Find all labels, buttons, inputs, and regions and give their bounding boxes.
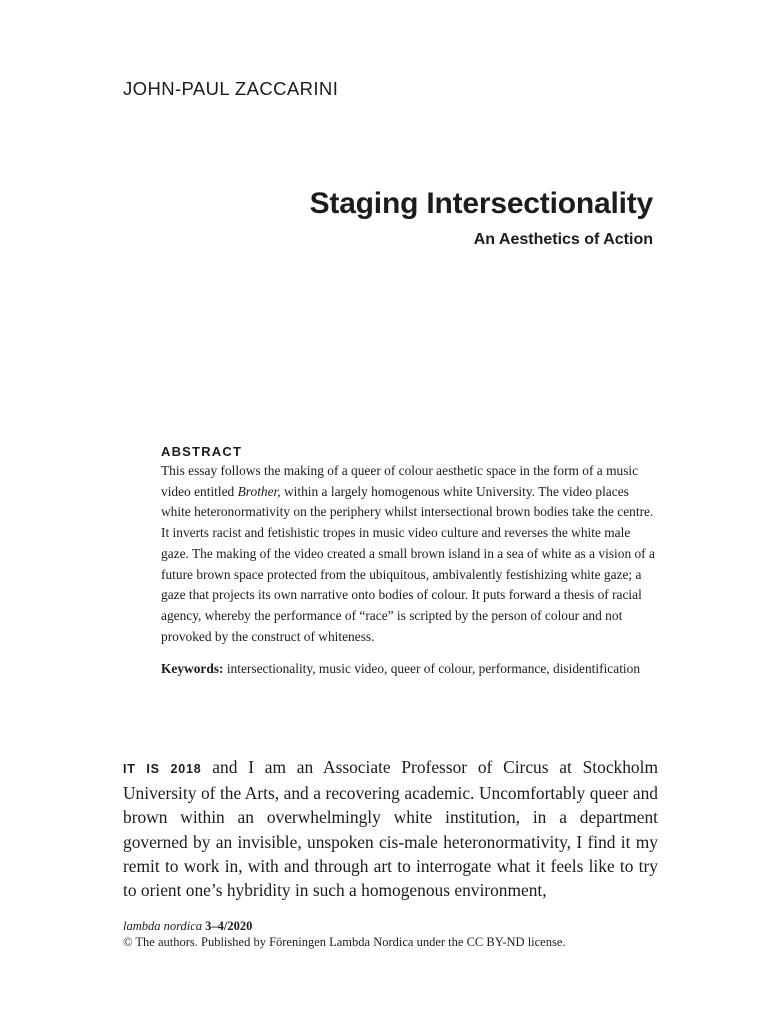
lead-in: IT IS 2018 — [123, 762, 202, 776]
article-title: Staging Intersectionality — [309, 187, 653, 220]
video-title: Brother, — [237, 483, 281, 499]
abstract-text-part-1: This essay follows the making of a queer of colour aesthetic space in the form of a music video entitled — [161, 463, 639, 499]
license-text: © The authors. Published by Föreningen Lambda Nordica under the CC BY-ND license. — [123, 935, 566, 949]
journal-citation — [123, 918, 566, 934]
journal-name: lambda nordica — [123, 919, 203, 933]
abstract-text-part-2: within a largely homogenous white University. The video places white heteronormativity on the periphery whilst intersectional brown bodies take the centre. It inverts racist and fetishistic tropes in music video culture and reverses the white male gaze. The making of the video created a small brown island in a sea of white as a vision of a future brown space protected from the ubiquitous, ambivalently festishizing white gaze; a gaze that projects its own narrative onto bodies of colour. It puts forward a thesis of racial agency, whereby the performance of “race” is scripted by the person of colour and not provoked by the construct of whiteness. — [161, 483, 655, 644]
keywords-label: Keywords: — [161, 661, 224, 677]
abstract-text — [161, 461, 661, 647]
author-name: JOHN-PAUL ZACCARINI — [123, 78, 339, 99]
journal-issue: 3–4/2020 — [202, 919, 253, 933]
keywords-list: intersectionality, music video, queer of colour, performance, disidentification — [223, 661, 641, 677]
keywords — [161, 659, 661, 680]
abstract-section — [161, 443, 661, 680]
page-footer — [123, 918, 566, 950]
body-paragraph — [123, 755, 658, 902]
abstract-heading: ABSTRACT — [161, 444, 243, 459]
article-subtitle: An Aesthetics of Action — [473, 231, 653, 248]
body-text: and I am an Associate Professor of Circus at Stockholm University of the Arts, and a recovering academic. Uncomfortably queer and brown within an overwhelmingly white institution, in a department governed by an invisible, unspoken cis-male heteronormativity, I find it my remit to work in, with and through art to interrogate what it feels like to try to orient one’s hybridity in such a homogenous environment, — [123, 757, 658, 901]
